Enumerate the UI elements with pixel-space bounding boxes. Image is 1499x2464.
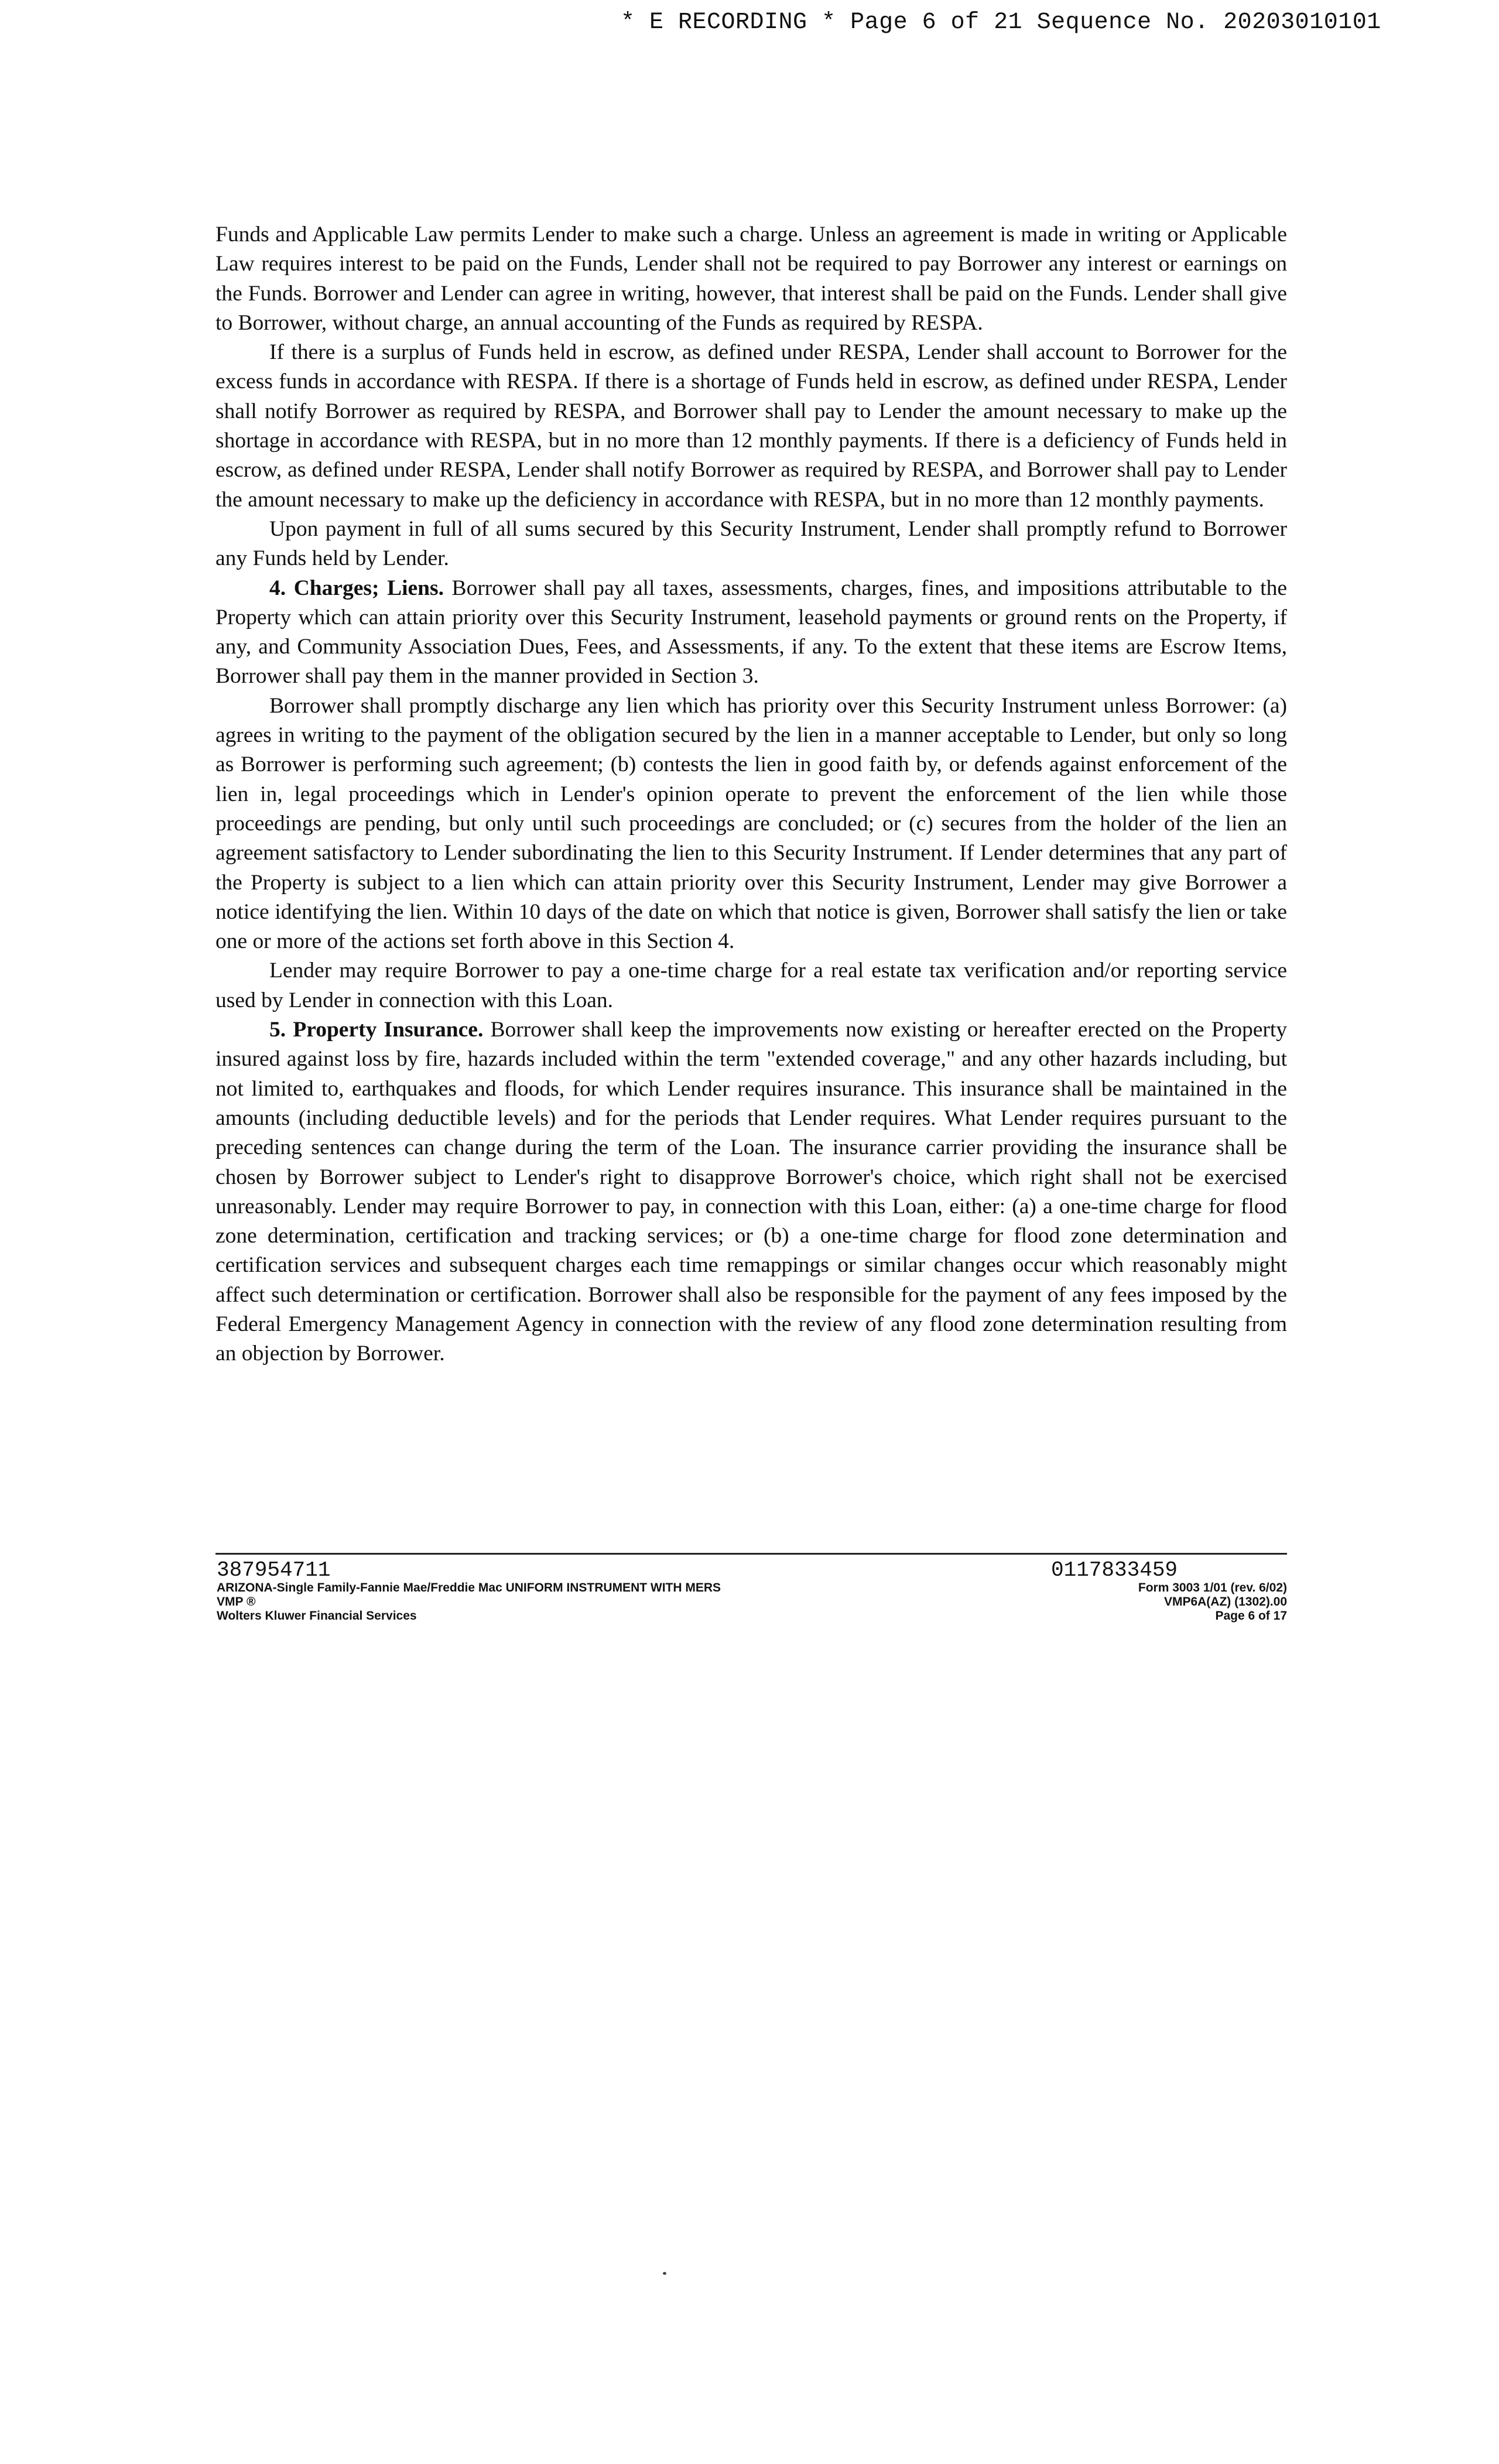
footer-publisher: Wolters Kluwer Financial Services: [217, 1609, 417, 1623]
footer-right-number: 0117833459: [1051, 1558, 1178, 1582]
paragraph-funds-interest: Funds and Applicable Law permits Lender to make such a charge. Unless an agreement is made in writing or Applicable Law requires interest to be paid on the Funds, Lender shall not be required to pay Borrower any interest or earnings on the Funds. Borrower and Lender can agree in writing, however, that interest shall be paid on the Funds. Lender shall give to Borrower, without charge, an annual accounting of the Funds as required by RESPA.: [215, 223, 1287, 335]
section-5-heading: 5. Property Insurance.: [269, 1018, 484, 1042]
paragraph-tax-verification: Lender may require Borrower to pay a one-time charge for a real estate tax verification and/or reporting service used by Lender in connection with this Loan.: [215, 959, 1287, 1012]
footer-right: [820, 1560, 1287, 1623]
paragraph-section-4: [215, 574, 1287, 692]
footer-form-number: Form 3003 1/01 (rev. 6/02): [1138, 1581, 1287, 1594]
scan-speck: [663, 2272, 666, 2275]
footer-left-number: 387954711: [217, 1558, 331, 1582]
footer-vmp: VMP ®: [217, 1595, 256, 1609]
paragraph-lien-discharge: Borrower shall promptly discharge any lien which has priority over this Security Instrument unless Borrower: (a) agrees in writing to the payment of the obligation secured by the lien in a manner acceptable to Lender, but only so long as Borrower is performing such agreement; (b) contests the lien in good faith by, or defends against enforcement of the lien in, legal proceedings which in Lender's opinion operate to prevent the enforcement of the lien while those proceedings are pending, but only until such proceedings are concluded; or (c) secures from the holder of the lien an agreement satisfactory to Lender subordinating the lien to this Security Instrument. If Lender determines that any part of the Property is subject to a lien which can attain priority over this Security Instrument, Lender may give Borrower a notice identifying the lien. Within 10 days of the date on which that notice is given, Borrower shall satisfy the lien or take one or more of the actions set forth above in this Section 4.: [215, 693, 1287, 954]
footer-left: [217, 1560, 919, 1623]
section-5-text: Borrower shall keep the improvements now existing or hereafter erected on the Property insured against loss by fire, hazards included within the term "extended coverage," and any other hazards including, but not limited to, earthquakes and floods, for which Lender requires insurance. This insurance shall be maintained in the amounts (including deductible levels) and for the periods that Lender requires. What Lender requires pursuant to the preceding sentences can change during the term of the Loan. The insurance carrier providing the insurance shall be chosen by Borrower subject to Lender's right to disapprove Borrower's choice, which right shall not be exercised unreasonably. Lender may require Borrower to pay, in connection with this Loan, either: (a) a one-time charge for flood zone determination, certification and tracking services; or (b) a one-time charge for flood zone determination and certification services and subsequent charges each time remappings or similar changes occur which reasonably might affect such determination or certification. Borrower shall also be responsible for the payment of any fees imposed by the Federal Emergency Management Agency in connection with the review of any flood zone determination resulting from an objection by Borrower.: [215, 1018, 1287, 1366]
section-4-text: Borrower shall pay all taxes, assessments, charges, fines, and impositions attributable to the Property which can attain priority over this Security Instrument, leasehold payments or ground rents on the Property, if any, and Community Association Dues, Fees, and Assessments, if any. To the extent that these items are Escrow Items, Borrower shall pay them in the manner provided in Section 3.: [215, 576, 1287, 689]
footer-form-code: VMP6A(AZ) (1302).00: [1163, 1595, 1287, 1609]
recording-header: * E RECORDING * Page 6 of 21 Sequence No. 20203010101: [621, 9, 1381, 36]
document-body: [215, 220, 1287, 1369]
paragraph-section-5: [215, 1015, 1287, 1369]
footer-divider: [215, 1553, 1287, 1555]
footer-page-indicator: Page 6 of 17: [1215, 1609, 1287, 1623]
section-4-heading: 4. Charges; Liens.: [269, 576, 444, 600]
paragraph-escrow-surplus: If there is a surplus of Funds held in escrow, as defined under RESPA, Lender shall account to Borrower for the excess funds in accordance with RESPA. If there is a shortage of Funds held in escrow, as defined under RESPA, Lender shall notify Borrower as required by RESPA, and Borrower shall pay to Lender the amount necessary to make up the shortage in accordance with RESPA, but in no more than 12 monthly payments. If there is a deficiency of Funds held in escrow, as defined under RESPA, Lender shall notify Borrower as required by RESPA, and Borrower shall pay to Lender the amount necessary to make up the deficiency in accordance with RESPA, but in no more than 12 monthly payments.: [215, 340, 1287, 512]
paragraph-refund: Upon payment in full of all sums secured by this Security Instrument, Lender shall promptly refund to Borrower any Funds held by Lender.: [215, 516, 1287, 571]
footer-form-title: ARIZONA-Single Family-Fannie Mae/Freddie Mac UNIFORM INSTRUMENT WITH MERS: [217, 1581, 721, 1594]
